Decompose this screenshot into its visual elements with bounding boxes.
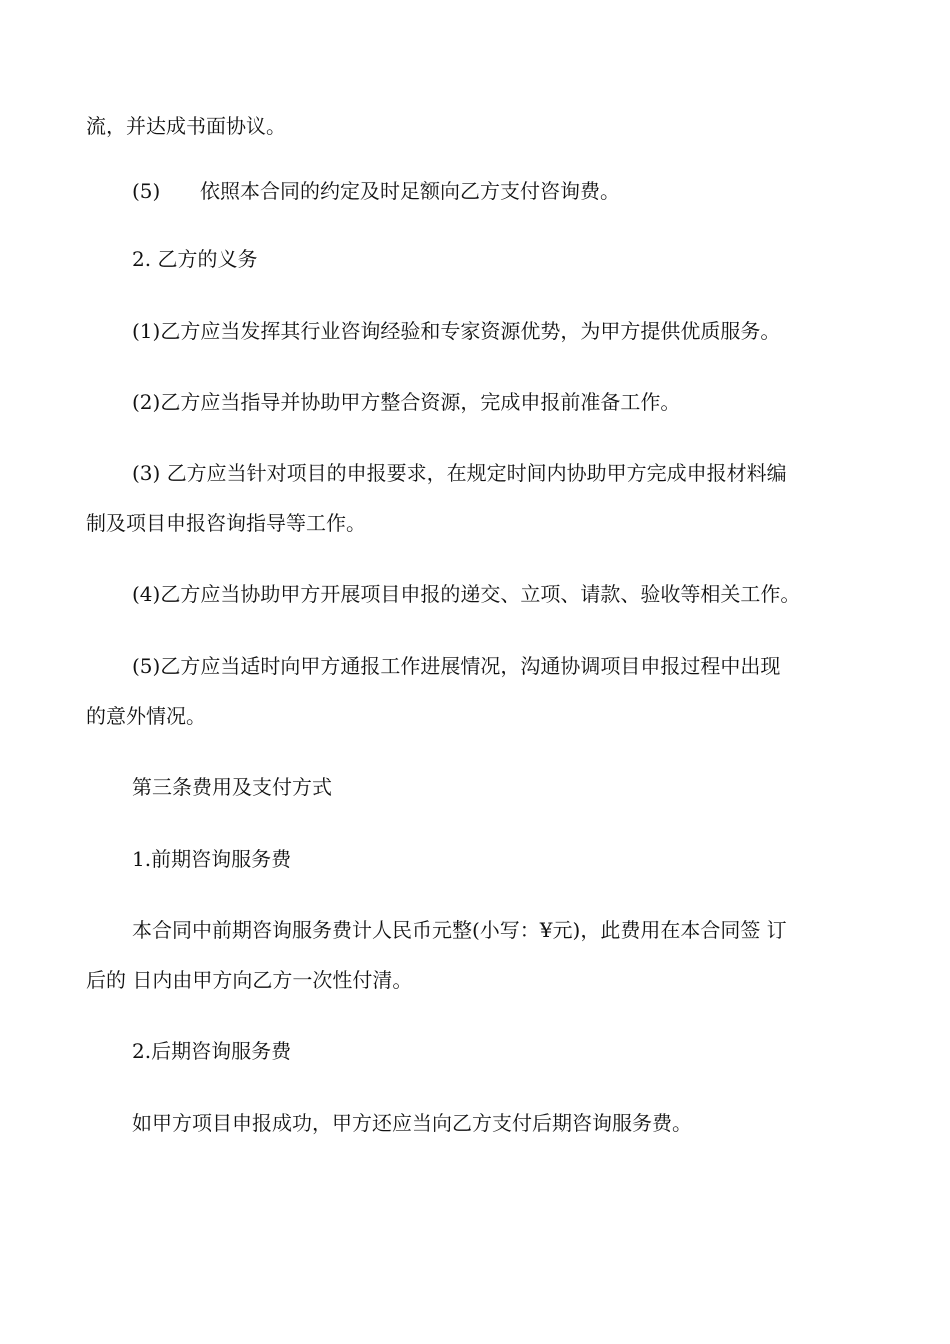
paragraph-b-obligation-5-line1: (5)乙方应当适时向甲方通报工作进展情况，沟通协调项目申报过程中出现 xyxy=(132,654,781,678)
paragraph-b-obligation-5-line2: 的意外情况。 xyxy=(86,704,206,728)
article-heading-fees: 第三条费用及支付方式 xyxy=(132,775,332,799)
subheading-later-fee: 2.后期咨询服务费 xyxy=(132,1039,292,1063)
paragraph-initial-fee-line1: 本合同中前期咨询服务费计人民币元整(小写：¥元)，此费用在本合同签 订 xyxy=(132,918,787,942)
subheading-initial-fee: 1.前期咨询服务费 xyxy=(132,847,292,871)
paragraph-initial-fee-line2: 后的 日内由甲方向乙方一次性付清。 xyxy=(86,968,413,992)
section-heading-party-b-obligations: 2. 乙方的义务 xyxy=(132,247,258,271)
paragraph-b-obligation-3-line2: 制及项目申报咨询指导等工作。 xyxy=(86,511,366,535)
paragraph-continuation: 流，并达成书面协议。 xyxy=(86,114,286,138)
item-number: (5) xyxy=(132,179,161,203)
paragraph-b-obligation-4: (4)乙方应当协助甲方开展项目申报的递交、立项、请款、验收等相关工作。 xyxy=(132,582,801,606)
paragraph-b-obligation-1: (1)乙方应当发挥其行业咨询经验和专家资源优势，为甲方提供优质服务。 xyxy=(132,319,781,343)
paragraph-obligation-5 xyxy=(132,177,620,205)
paragraph-b-obligation-2: (2)乙方应当指导并协助甲方整合资源，完成申报前准备工作。 xyxy=(132,390,681,414)
paragraph-later-fee: 如甲方项目申报成功，甲方还应当向乙方支付后期咨询服务费。 xyxy=(132,1111,692,1135)
item-text: 依照本合同的约定及时足额向乙方支付咨询费。 xyxy=(200,179,620,203)
paragraph-b-obligation-3-line1: (3) 乙方应当针对项目的申报要求，在规定时间内协助甲方完成申报材料编 xyxy=(132,461,787,485)
